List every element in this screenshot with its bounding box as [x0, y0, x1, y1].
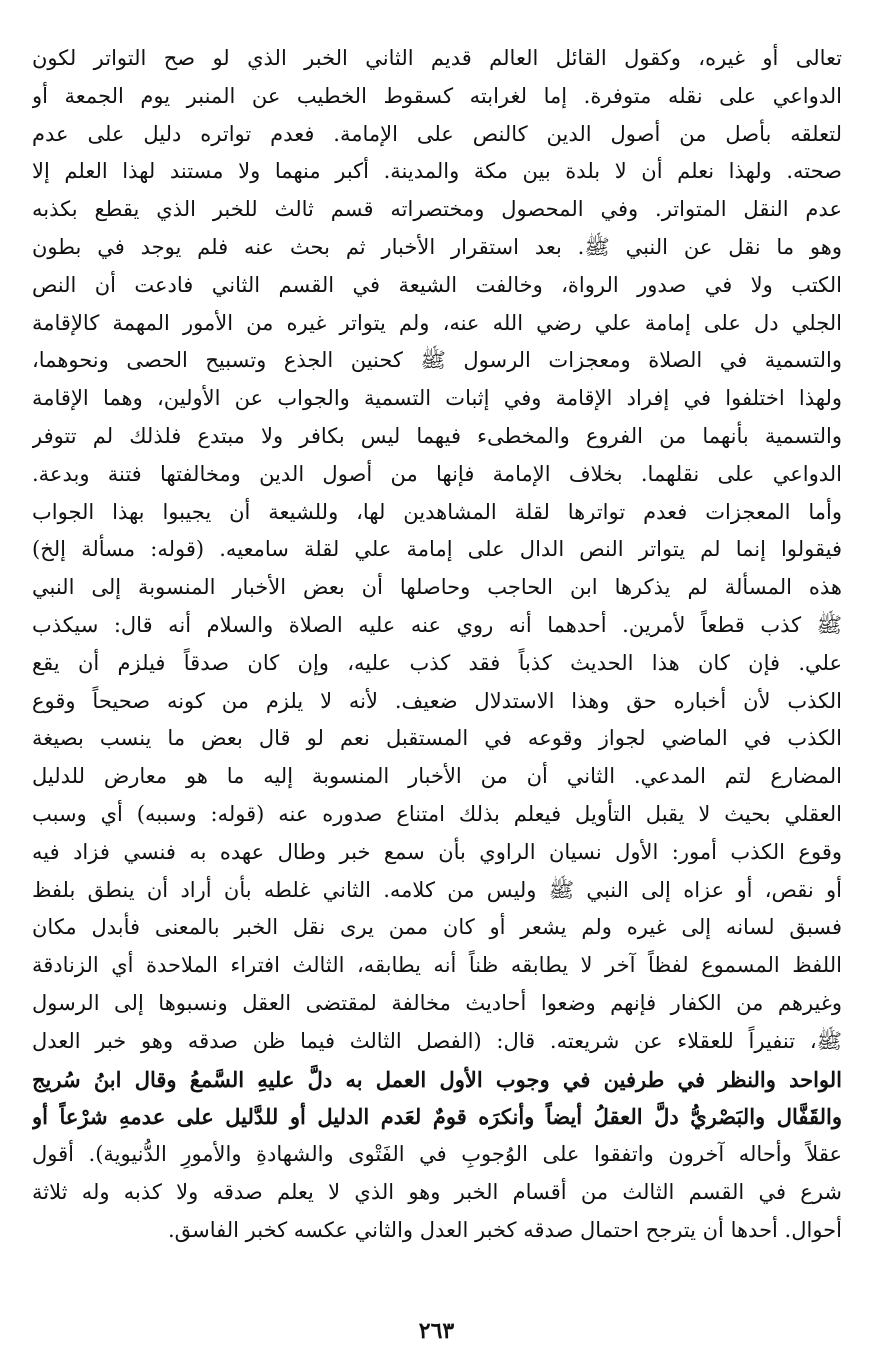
- text-line: المضارع لتم المدعي. الثاني أن من الأخبار المنسوبة إليه ما هو معارض للدليل: [32, 764, 842, 789]
- text-line: الكذب لأن أخباره حق وهذا الاستدلال ضعيف. لأنه لا يلزم من كونه صحيحاً وقوع: [32, 688, 842, 713]
- text-line: الدواعي على نقلهما. بخلاف الإمامة فإنها من أصول الدين ومخالفتها فتنة وبدعة.: [32, 461, 842, 486]
- text-line: وهو ما نقل عن النبي ﷺ. بعد استقرار الأخبار ثم بحث عنه فلم يوجد في بطون: [32, 234, 842, 259]
- document-page: [32, 40, 842, 1340]
- text-line: علي. فإن كان هذا الحديث كذباً فقد كذب عليه، وإن كان صدقاً فيلزم أن يقع: [32, 650, 842, 675]
- text-line: شرع في القسم الثالث من أقسام الخبر وهو الذي لا يعلم صدقه ولا كذبه وله ثلاثة: [32, 1179, 842, 1204]
- text-line: عقلاً وأحاله آخرون واتفقوا على الوُجوبِ في الفَتْوى والشهادةِ والأمورِ الدُّنيوية). أقول: [32, 1142, 842, 1167]
- text-line: فسبق لسانه إلى غيره ولم يشعر أو كان ممن يرى نقل الخبر بالمعنى فأبدل مكان: [32, 915, 842, 940]
- text-line: أو نقص، أو عزاه إلى النبي ﷺ وليس من كلامه. الثاني غلطه بأن أراد أن ينطق بلفظ: [32, 877, 842, 902]
- text-line: عدم النقل المتواتر. وفي المحصول ومختصراته قسم ثالث للخبر الذي يقطع بكذبه: [32, 197, 842, 222]
- text-line: هذه المسألة لم يذكرها ابن الحاجب وحاصلها أن بعض الأخبار المنسوبة إلى النبي: [32, 575, 842, 600]
- body-text: [32, 40, 842, 1250]
- text-line: العقلي بحيث لا يقبل التأويل فيعلم بذلك امتناع صدوره عنه (قوله: وسببه) أي وسبب: [32, 801, 842, 826]
- text-line: ﷺ، تنفيراً للعقلاء عن شريعته. قال: (الفصل الثالث فيما ظن صدقه وهو خبر العدل: [32, 1028, 842, 1053]
- text-line: وقوع الكذب أمور: الأول نسيان الراوي بأن سمع خبر وطال عهده به فنسي فزاد فيه: [32, 839, 842, 864]
- text-line: ﷺ كذب قطعاً لأمرين. أحدهما أنه روي عنه عليه الصلاة والسلام أنه قال: سيكذب: [32, 612, 842, 637]
- text-line: ولهذا اختلفوا في إفراد الإقامة وفي إثبات التسمية والجواب عن الأولين، وهما الإقامة: [32, 386, 842, 411]
- quoted-matn-line: الواحد والنظر في طرفين في وجوب الأول العمل به دلَّ عليهِ السَّمعُ وقال ابنُ سُريج: [32, 1066, 842, 1092]
- text-line: فيقولوا إنما لم يتواتر النص الدال على إمامة علي لقلة سامعيه. (قوله: مسألة إلخ): [32, 537, 842, 562]
- text-line: تعالى أو غيره، وكقول القائل العالم قديم الثاني الخبر الذي لو صح التواتر لكون: [32, 46, 842, 70]
- page-number: ٢٦٣: [418, 1318, 455, 1344]
- text-line: اللفظ المسموع لفظاً آخر لا يطابقه ظناً أنه يطابقه، الثالث افتراء الملاحدة أي الزنادقة: [32, 953, 842, 978]
- text-line: الكذب في الماضي لجواز وقوعه في المستقبل نعم لو قال بعض ما ينسب بصيغة: [32, 726, 842, 751]
- text-line: وأما المعجزات فعدم تواترها لقلة المشاهدين لها، وللشيعة أن يجيبوا بهذا الجواب: [32, 499, 842, 524]
- text-line: لتعلقه بأصل من أصول الدين كالنص على الإمامة. فعدم تواتره دليل على عدم: [32, 121, 842, 146]
- quoted-matn-line: والقَفَّال والبَصْريُّ دلَّ العقلُ أيضاً وأنكرَه قومٌ لعَدم الدليل أو للدَّليل على عدمهِ شرْعاً أو: [32, 1104, 842, 1130]
- text-line: والتسمية في الصلاة ومعجزات الرسول ﷺ كحنين الجذع وتسبيح الحصى ونحوهما،: [32, 348, 842, 373]
- text-line: والتسمية بأنهما من الفروع والمخطىء فيهما ليس بكافر ولا مبتدع فلذلك لم تتوفر: [32, 423, 842, 448]
- text-line: صحته. ولهذا نعلم أن لا بلدة بين مكة والمدينة. أكبر منهما ولا مستند لهذا العلم إلا: [32, 159, 842, 184]
- text-line: وغيرهم من الكفار فإنهم وضعوا أحاديث مخالفة لمقتضى العقل ونسبوها إلى الرسول: [32, 990, 842, 1015]
- text-line: أحوال. أحدها أن يترجح احتمال صدقه كخبر العدل والثاني عكسه كخبر الفاسق.: [167, 1217, 842, 1242]
- text-line: الكتب ولا في صدور الرواة، وخالفت الشيعة في القسم الثاني فادعت أن النص: [32, 272, 842, 297]
- text-line: الجلي دل على إمامة علي رضي الله عنه، ولم يتواتر غيره من الأمور المهمة كالإقامة: [32, 310, 842, 335]
- text-line: الدواعي على نقله متوفرة. إما لغرابته كسقوط الخطيب عن المنبر يوم الجمعة أو: [32, 83, 842, 108]
